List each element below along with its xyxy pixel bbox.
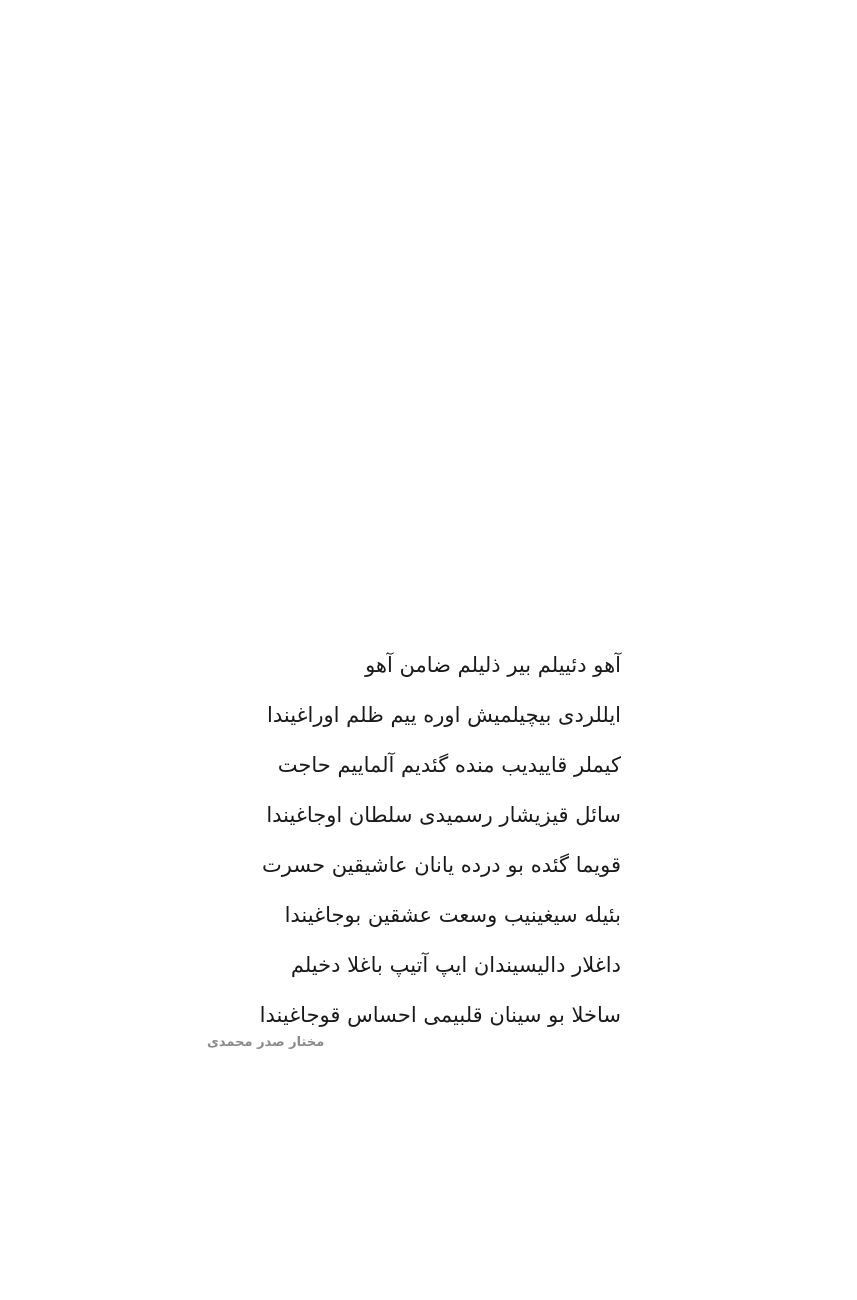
verse-line-7: داغلار دالیسیندان ایپ آتیپ باغلا دخیلم — [290, 953, 621, 977]
poet-name: مختار صدر محمدی — [207, 1035, 325, 1050]
verse-line-3: کیملر قاییدیب منده گئدیم آلماییم حاجت — [277, 753, 621, 777]
verse-line-2: ایللردی بیچیلمیش اوره ییم ظلم اوراغیندا — [267, 703, 621, 727]
verse-line-6: بئیله سیغینیب وسعت عشقین بوجاغیندا — [284, 903, 621, 927]
verse-line-8: ساخلا بو سینان قلبیمی احساس قوجاغیندا — [259, 1003, 621, 1027]
verse-line-1: آهو دئییلم بیر ذلیلم ضامن آهو — [365, 653, 621, 677]
poem-stanza — [201, 640, 621, 1040]
verse-line-4: سائل قیزیشار رسمیدی سلطان اوجاغیندا — [266, 803, 621, 827]
verse-line-5: قویما گئده بو درده یانان عاشیقین حسرت — [261, 853, 621, 877]
